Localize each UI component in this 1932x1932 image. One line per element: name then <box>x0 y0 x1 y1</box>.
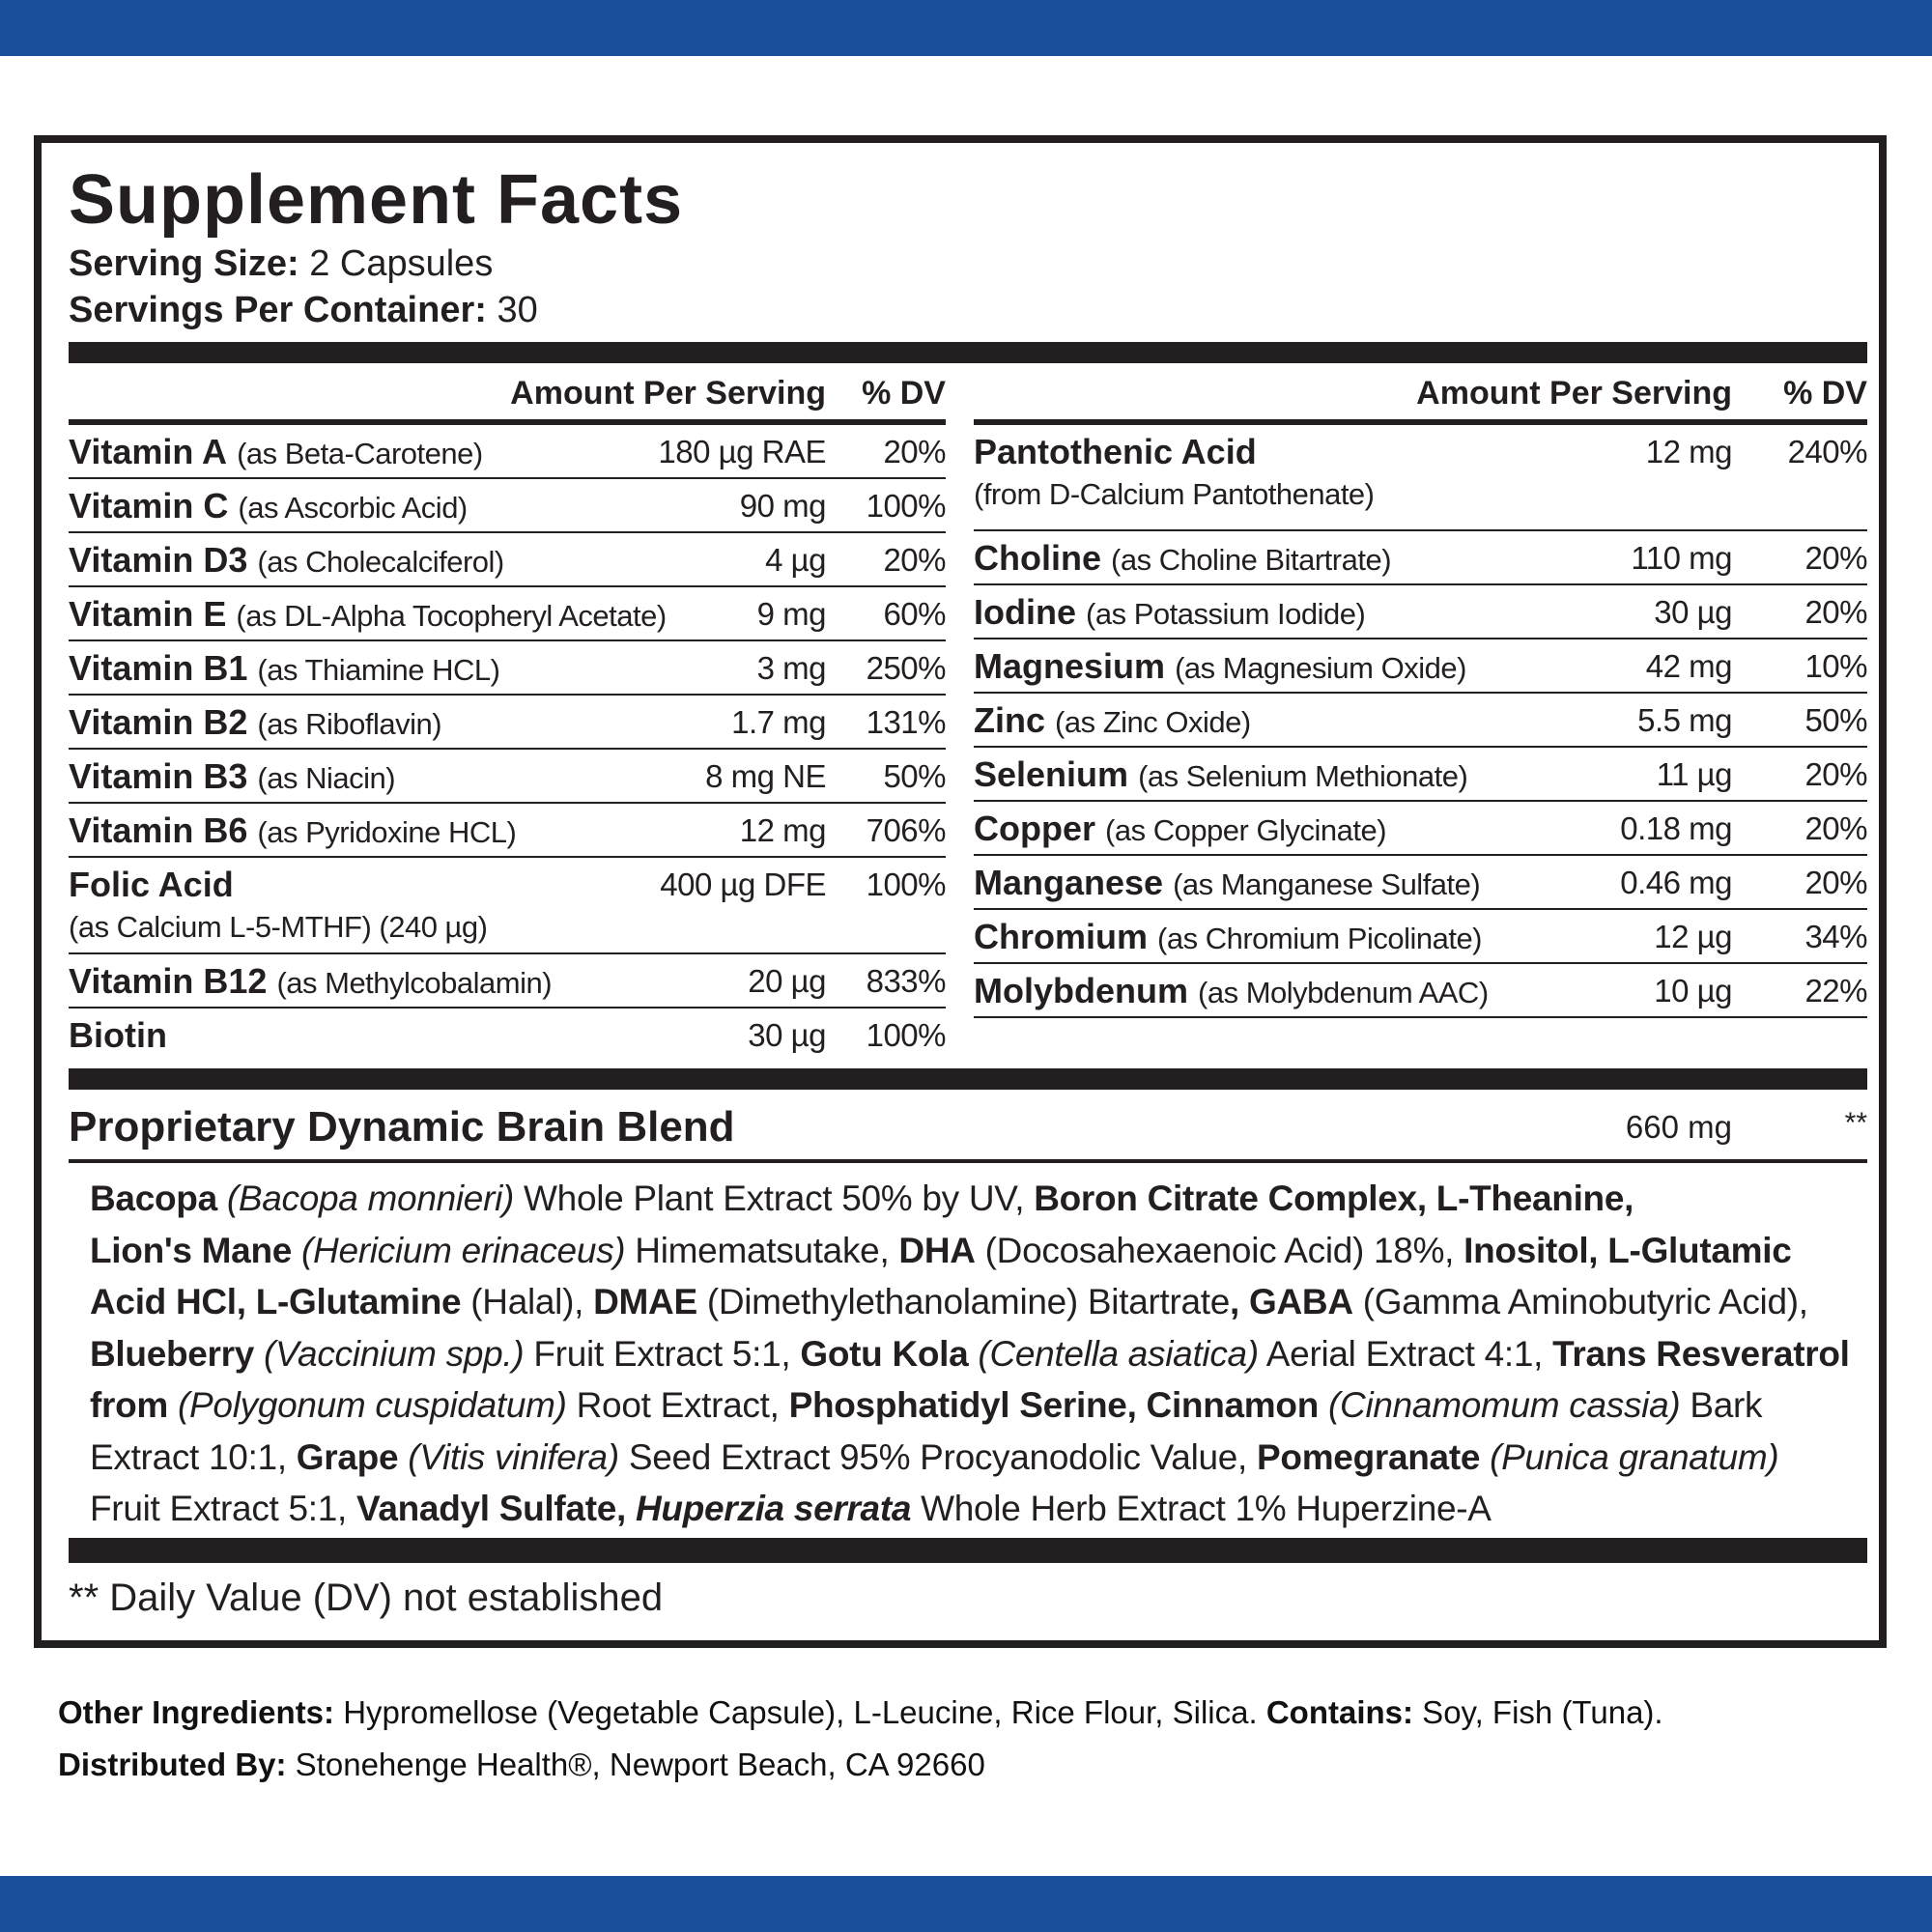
nutrient-name-line <box>69 755 395 800</box>
nutrient-list-right <box>974 425 1867 1018</box>
nutrient-name-line <box>974 537 1391 582</box>
blend-botanical-name: (Polygonum cuspidatum) <box>178 1385 567 1425</box>
nutrient-row <box>69 696 946 750</box>
nutrient-dv: 100% <box>866 1017 946 1053</box>
divider-bar <box>69 342 1867 363</box>
nutrient-column-left <box>69 365 946 1061</box>
nutrient-amount: 12 mg <box>1645 434 1732 469</box>
blend-text-segment: Root Extract, <box>566 1385 789 1425</box>
blend-ingredients <box>90 1173 1867 1535</box>
nutrient-source: (as Zinc Oxide) <box>1055 705 1251 739</box>
nutrient-row <box>69 858 946 954</box>
nutrient-name: Folic Acid <box>69 865 234 904</box>
nutrient-row <box>69 1009 946 1061</box>
nutrient-name: Copper <box>974 809 1095 848</box>
servings-per-container-label: Servings Per Container: <box>69 290 487 330</box>
blend-botanical-name: (Vaccinium spp.) <box>264 1333 525 1374</box>
nutrient-amount: 10 µg <box>1654 973 1732 1009</box>
nutrient-row <box>69 479 946 533</box>
nutrient-row <box>69 641 946 696</box>
blend-ingredient-name: Grape <box>296 1436 399 1477</box>
nutrient-dv: 50% <box>883 758 946 794</box>
blend-botanical-name: (Punica granatum) <box>1490 1436 1779 1477</box>
nutrient-dv: 50% <box>1804 702 1867 738</box>
nutrient-source: (as Manganese Sulfate) <box>1173 867 1481 901</box>
nutrient-amount: 3 mg <box>756 650 826 686</box>
nutrient-name: Magnesium <box>974 646 1166 686</box>
nutrient-amount: 110 mg <box>1631 540 1732 576</box>
nutrient-amount: 42 mg <box>1645 648 1732 684</box>
blend-botanical-name: (Cinnamomum cassia) <box>1328 1385 1681 1425</box>
blend-text-segment <box>292 1231 301 1270</box>
contains-value: Soy, Fish (Tuna). <box>1413 1694 1663 1730</box>
nutrient-name: Iodine <box>974 592 1076 632</box>
blend-text-segment: Fruit Extract 5:1, <box>524 1333 801 1374</box>
nutrient-name: Selenium <box>974 754 1129 794</box>
nutrient-source: (as Magnesium Oxide) <box>1175 651 1466 685</box>
distributor-label: Distributed By: <box>58 1747 287 1782</box>
blend-text-segment: Aerial Extract 4:1, <box>1258 1333 1553 1374</box>
blend-text-segment <box>626 1489 636 1528</box>
nutrient-dv: 100% <box>866 867 946 902</box>
nutrient-row <box>69 425 946 479</box>
nutrient-row <box>974 639 1867 694</box>
divider-bar <box>69 1538 1867 1563</box>
nutrient-row <box>974 856 1867 910</box>
nutrient-source: (as Pyridoxine HCL) <box>257 815 517 849</box>
nutrient-name: Vitamin E <box>69 594 227 634</box>
blend-ingredient-name: Lion's Mane <box>90 1230 293 1270</box>
nutrient-source: (as Beta-Carotene) <box>237 437 483 470</box>
nutrient-dv: 22% <box>1804 973 1867 1009</box>
nutrient-source: (as Copper Glycinate) <box>1105 813 1387 847</box>
nutrient-name-line <box>974 808 1386 852</box>
nutrient-dv: 131% <box>866 704 946 740</box>
column-header <box>69 365 946 425</box>
blend-text-segment: Whole Plant Extract 50% by UV, <box>514 1179 1035 1218</box>
blend-botanical-name: (Hericium erinaceus) <box>301 1230 626 1270</box>
nutrient-name: Biotin <box>69 1015 167 1055</box>
nutrient-dv: 250% <box>866 650 946 686</box>
nutrient-dv: 20% <box>1804 810 1867 846</box>
contains-label: Contains: <box>1265 1694 1414 1730</box>
nutrient-row <box>974 802 1867 856</box>
nutrient-row <box>69 804 946 858</box>
nutrient-source: (from D-Calcium Pantothenate) <box>974 477 1375 511</box>
distributor <box>58 1747 985 1783</box>
nutrient-dv: 20% <box>883 542 946 578</box>
nutrient-source: (as DL-Alpha Tocopheryl Acetate) <box>236 599 667 633</box>
blend-botanical-name: (Vitis vinifera) <box>408 1436 619 1477</box>
blend-ingredient-name: Trans Resveratrol <box>1552 1333 1850 1374</box>
nutrient-source: (as Selenium Methionate) <box>1138 759 1468 793</box>
dv-header: % DV <box>1783 375 1867 412</box>
nutrient-name: Molybdenum <box>974 971 1188 1010</box>
serving-size-value: 2 Capsules <box>309 243 494 284</box>
nutrient-dv: 20% <box>883 434 946 469</box>
nutrient-row <box>69 750 946 804</box>
blend-text-segment <box>217 1179 227 1218</box>
blend-text-segment: Extract 10:1, <box>90 1436 297 1477</box>
nutrient-source: (as Calcium L-5-MTHF) (240 µg) <box>69 910 488 944</box>
divider-bar <box>69 1068 1867 1090</box>
nutrient-source: (as Methylcobalamin) <box>276 966 553 1000</box>
nutrient-name-line <box>974 699 1251 744</box>
blend-text-segment <box>1319 1385 1328 1425</box>
nutrient-name-line <box>69 647 500 692</box>
nutrient-name-line <box>69 701 441 746</box>
nutrient-row <box>69 954 946 1009</box>
nutrient-row <box>974 748 1867 802</box>
nutrient-source: (as Niacin) <box>257 761 396 795</box>
nutrient-amount: 4 µg <box>765 542 826 578</box>
nutrient-amount: 11 µg <box>1656 756 1732 792</box>
nutrient-name: Vitamin B12 <box>69 961 268 1001</box>
nutrient-source: (as Thiamine HCL) <box>257 653 500 687</box>
nutrient-dv: 706% <box>866 812 946 848</box>
nutrient-amount: 400 µg DFE <box>660 867 826 902</box>
other-ingredients-value: Hypromellose (Vegetable Capsule), L-Leucine, Rice Flour, Silica. <box>334 1694 1266 1730</box>
blend-text-segment: Whole Herb Extract 1% Huperzine-A <box>911 1489 1492 1528</box>
nutrient-name: Vitamin A <box>69 432 228 471</box>
blend-ingredient-name: Boron Citrate Complex, L-Theanine, <box>1034 1179 1634 1218</box>
blend-ingredient-name: Inositol, L-Glutamic <box>1463 1230 1792 1270</box>
nutrient-column-right <box>974 365 1867 1018</box>
blend-text-segment: (Halal), <box>461 1282 594 1321</box>
nutrient-name: Pantothenic Acid <box>974 432 1257 471</box>
nutrient-source: (as Riboflavin) <box>257 707 442 741</box>
nutrient-dv: 100% <box>866 488 946 524</box>
nutrient-row <box>974 531 1867 585</box>
nutrient-source: (as Choline Bitartrate) <box>1111 543 1392 577</box>
blend-text-segment: (Docosahexaenoic Acid) 18%, <box>975 1230 1464 1270</box>
servings-per-container-value: 30 <box>497 290 538 330</box>
blend-text-segment <box>1480 1437 1490 1477</box>
nutrient-amount: 0.18 mg <box>1620 810 1732 846</box>
blend-text-segment: Seed Extract 95% Procyanodolic Value, <box>618 1436 1258 1477</box>
nutrient-name-line <box>974 970 1489 1014</box>
blend-text-segment: (Dimethylethanolamine) Bitartrate <box>696 1282 1231 1321</box>
nutrient-amount: 12 mg <box>739 812 826 848</box>
nutrient-name: Vitamin C <box>69 486 229 526</box>
top-color-band <box>0 0 1932 56</box>
blend-text-segment <box>968 1334 978 1374</box>
nutrient-name-line <box>974 431 1257 473</box>
nutrient-amount: 9 mg <box>756 596 826 632</box>
nutrient-name: Vitamin B3 <box>69 756 248 796</box>
nutrient-name: Choline <box>974 538 1101 578</box>
dv-header: % DV <box>862 375 946 412</box>
blend-ingredient-name: Acid HCl, L-Glutamine <box>90 1282 462 1321</box>
nutrient-name-line <box>974 591 1365 636</box>
blend-title: Proprietary Dynamic Brain Blend <box>69 1103 735 1151</box>
nutrient-dv: 20% <box>1804 865 1867 900</box>
nutrient-amount: 12 µg <box>1654 919 1732 954</box>
nutrient-name-line <box>69 960 552 1005</box>
blend-divider <box>69 1159 1867 1163</box>
blend-amount: 660 mg <box>1625 1109 1732 1145</box>
nutrient-name-line <box>69 431 483 475</box>
blend-ingredient-name: Phosphatidyl Serine, Cinnamon <box>788 1385 1320 1425</box>
blend-text-segment: (Gamma Aminobutyric Acid), <box>1352 1282 1808 1321</box>
nutrient-row <box>974 694 1867 748</box>
blend-ingredient-name: Blueberry <box>90 1333 255 1374</box>
serving-size <box>69 243 493 285</box>
nutrient-name: Vitamin D3 <box>69 540 248 580</box>
supplement-facts-panel <box>34 135 1887 1648</box>
blend-ingredient-name: Gotu Kola <box>800 1333 969 1374</box>
blend-ingredient-name: DMAE <box>593 1282 697 1321</box>
nutrient-amount: 30 µg <box>1654 594 1732 630</box>
nutrient-list-left <box>69 425 946 1061</box>
nutrient-row <box>69 587 946 641</box>
nutrient-amount: 1.7 mg <box>731 704 826 740</box>
nutrient-name-line <box>974 645 1466 690</box>
nutrient-name: Vitamin B2 <box>69 702 248 742</box>
amount-header: Amount Per Serving <box>510 375 826 412</box>
nutrient-amount: 0.46 mg <box>1620 865 1732 900</box>
blend-botanical-name: (Centella asiatica) <box>978 1333 1259 1374</box>
blend-text-segment <box>398 1437 408 1477</box>
blend-text-segment <box>168 1385 178 1425</box>
blend-text-segment: Bark <box>1680 1385 1763 1425</box>
nutrient-name-line <box>974 862 1480 906</box>
nutrient-name: Vitamin B1 <box>69 648 248 688</box>
nutrient-amount: 180 µg RAE <box>658 434 826 469</box>
nutrient-dv: 833% <box>866 963 946 999</box>
nutrient-name-line <box>69 539 504 583</box>
nutrient-name-line <box>974 916 1482 960</box>
nutrient-row <box>69 533 946 587</box>
distributor-value: Stonehenge Health®, Newport Beach, CA 92660 <box>286 1747 985 1782</box>
nutrient-amount: 20 µg <box>748 963 826 999</box>
nutrient-amount: 5.5 mg <box>1637 702 1732 738</box>
nutrient-name: Chromium <box>974 917 1148 956</box>
nutrient-dv: 34% <box>1804 919 1867 954</box>
nutrient-name-line <box>974 753 1467 798</box>
nutrient-row <box>974 964 1867 1018</box>
nutrient-name-line <box>69 485 468 529</box>
nutrient-source: (as Cholecalciferol) <box>257 545 504 579</box>
other-ingredients-label: Other Ingredients: <box>58 1694 335 1730</box>
nutrient-name-line <box>69 1014 167 1057</box>
nutrient-source: (as Molybdenum AAC) <box>1198 976 1489 1009</box>
nutrient-name-line <box>69 810 516 854</box>
blend-ingredient-name: from <box>90 1385 169 1425</box>
other-ingredients <box>58 1694 1663 1731</box>
nutrient-name-line <box>69 864 234 906</box>
nutrient-amount: 90 mg <box>739 488 826 524</box>
nutrient-row <box>974 910 1867 964</box>
nutrient-dv: 20% <box>1804 594 1867 630</box>
blend-ingredient-name: Vanadyl Sulfate, <box>356 1489 626 1528</box>
nutrient-row <box>974 425 1867 531</box>
serving-size-label: Serving Size: <box>69 243 299 284</box>
nutrient-name: Zinc <box>974 700 1046 740</box>
nutrient-amount: 30 µg <box>748 1017 826 1053</box>
nutrient-row <box>974 585 1867 639</box>
blend-text-segment: Himematsutake, <box>625 1230 899 1270</box>
blend-ingredient-name: Huperzia serrata <box>635 1489 912 1528</box>
nutrient-name: Manganese <box>974 863 1164 902</box>
blend-dv: ** <box>1844 1107 1867 1139</box>
servings-per-container <box>69 290 538 331</box>
nutrient-dv: 20% <box>1804 540 1867 576</box>
bottom-color-band <box>0 1876 1932 1932</box>
blend-botanical-name: (Bacopa monnieri) <box>226 1179 515 1218</box>
nutrient-source: (as Ascorbic Acid) <box>238 491 468 525</box>
nutrient-amount: 8 mg NE <box>705 758 826 794</box>
facts-panel-inner <box>69 143 1867 1640</box>
blend-text-segment: Fruit Extract 5:1, <box>90 1489 356 1528</box>
column-header <box>974 365 1867 425</box>
nutrient-dv: 10% <box>1804 648 1867 684</box>
amount-header: Amount Per Serving <box>1416 375 1732 412</box>
blend-ingredient-name: DHA <box>898 1230 976 1270</box>
blend-text-segment <box>254 1334 264 1374</box>
blend-ingredient-name: Bacopa <box>90 1179 217 1218</box>
nutrient-name: Vitamin B6 <box>69 810 248 850</box>
dv-footnote: ** Daily Value (DV) not established <box>69 1577 664 1619</box>
nutrient-dv: 60% <box>883 596 946 632</box>
panel-title: Supplement Facts <box>69 161 684 239</box>
blend-ingredient-name: Pomegranate <box>1257 1436 1481 1477</box>
nutrient-source: (as Potassium Iodide) <box>1086 597 1366 631</box>
blend-ingredient-name: , GABA <box>1230 1282 1353 1321</box>
nutrient-dv: 20% <box>1804 756 1867 792</box>
nutrient-dv: 240% <box>1787 434 1867 469</box>
nutrient-name-line <box>69 593 667 638</box>
nutrient-source: (as Chromium Picolinate) <box>1157 922 1483 955</box>
